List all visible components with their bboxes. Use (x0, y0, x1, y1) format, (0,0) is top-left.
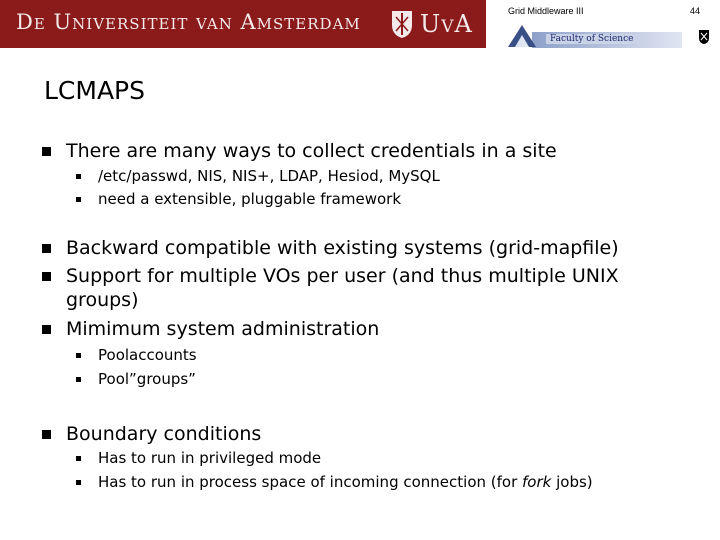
sub-bullet-marker (76, 480, 81, 485)
sub-bullet-item: Pool”groups” (98, 370, 196, 388)
bullet-item: Backward compatible with existing systems (grid-mapfile) (66, 237, 619, 259)
sub-bullet-marker (76, 353, 81, 358)
sub-bullet-marker (76, 197, 81, 202)
university-crest-icon (390, 9, 414, 39)
sub-bullet-item: need a extensible, pluggable framework (98, 190, 402, 208)
bullet-marker (42, 325, 51, 334)
sub-bullet-item (98, 473, 593, 491)
sub-bullet-marker (76, 174, 81, 179)
bullet-marker (42, 244, 51, 253)
faculty-logo-text: Faculty of Science (546, 34, 643, 44)
emphasis-text: fork (522, 473, 552, 491)
corner-crest-icon (698, 29, 710, 45)
bullet-marker (42, 430, 51, 439)
sub-bullet-item: Poolaccounts (98, 346, 197, 364)
bullet-item: Boundary conditions (66, 423, 262, 445)
page-number: 44 (690, 6, 701, 16)
university-name: De Universiteit van Amsterdam (16, 10, 361, 34)
bullet-item-continuation: groups) (66, 289, 139, 311)
sub-bullet-marker (76, 377, 81, 382)
sub-bullet-item: /etc/passwd, NIS, NIS+, LDAP, Hesiod, MySQL (98, 167, 440, 185)
bullet-marker (42, 272, 51, 281)
slide-title: LCMAPS (44, 76, 146, 105)
bullet-item: There are many ways to collect credentials in a site (66, 140, 557, 162)
sub-bullet-item: Has to run in privileged mode (98, 449, 322, 467)
bullet-marker (42, 147, 51, 156)
sub-bullet-text: jobs) (551, 473, 593, 491)
bullet-item: Mimimum system administration (66, 318, 380, 340)
university-mark: UvA (420, 10, 473, 38)
bullet-item: Support for multiple VOs per user (and thus multiple UNIX (66, 265, 619, 287)
course-title: Grid Middleware III (508, 6, 584, 16)
university-banner (0, 0, 486, 48)
sub-bullet-text: Has to run in process space of incoming connection (for (98, 473, 523, 491)
sub-bullet-marker (76, 456, 81, 461)
